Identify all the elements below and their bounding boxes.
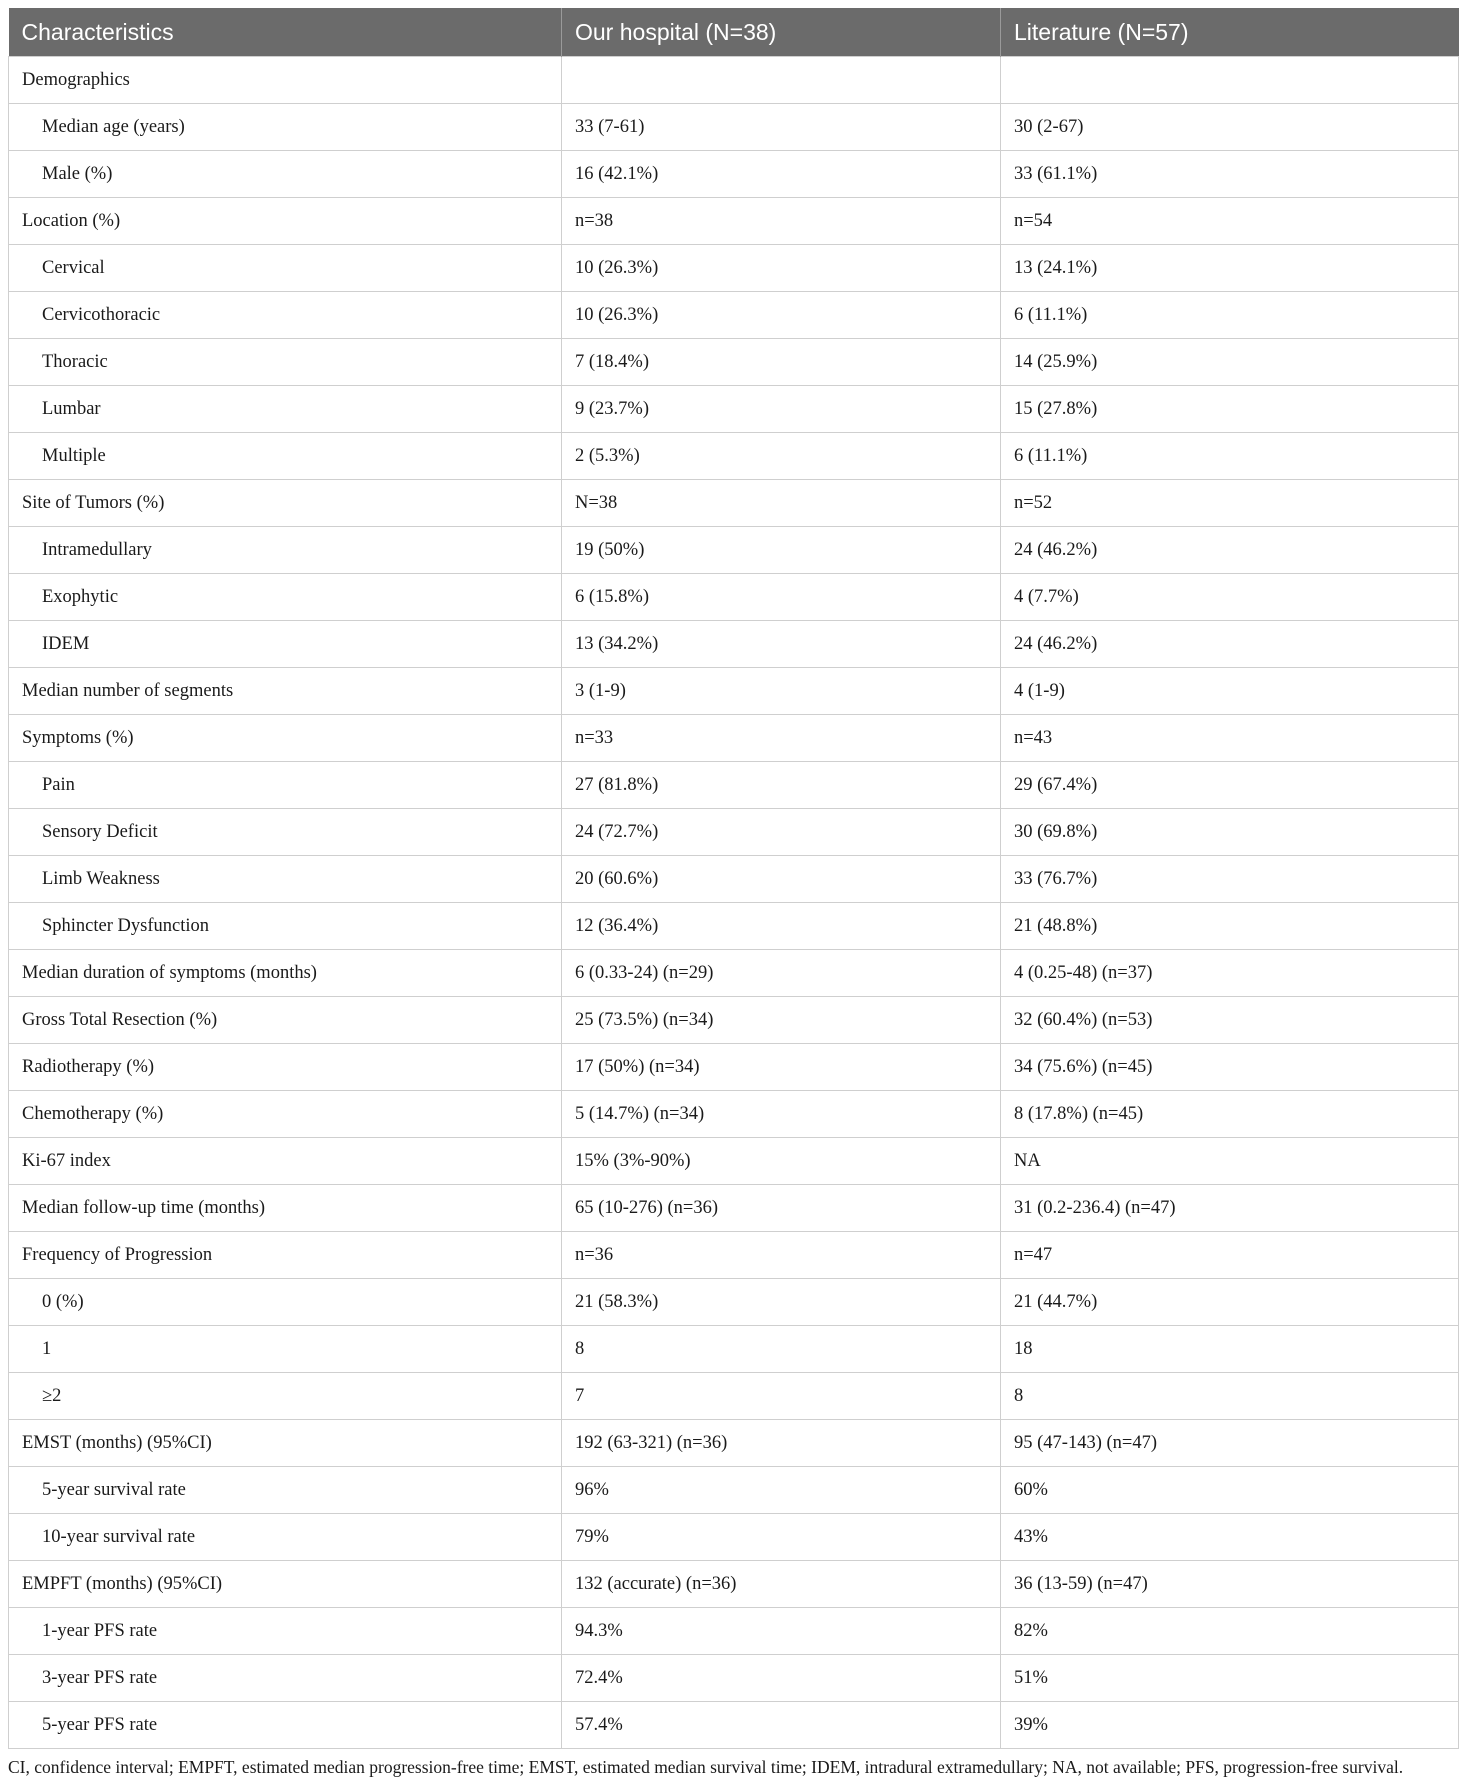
table-row (9, 292, 1459, 339)
row-label-cell: 1 (9, 1326, 562, 1373)
our-hospital-cell: n=38 (562, 198, 1001, 245)
our-hospital-cell: N=38 (562, 480, 1001, 527)
our-hospital-cell: n=33 (562, 715, 1001, 762)
our-hospital-cell: 72.4% (562, 1655, 1001, 1702)
table-row (9, 1561, 1459, 1608)
row-label-cell: Symptoms (%) (9, 715, 562, 762)
our-hospital-cell: 94.3% (562, 1608, 1001, 1655)
our-hospital-cell: 16 (42.1%) (562, 151, 1001, 198)
table-row (9, 950, 1459, 997)
row-label-cell: 5-year PFS rate (9, 1702, 562, 1749)
table-row (9, 1279, 1459, 1326)
our-hospital-cell: 20 (60.6%) (562, 856, 1001, 903)
literature-cell: 24 (46.2%) (1001, 621, 1459, 668)
table-row (9, 762, 1459, 809)
table-body (9, 57, 1459, 1749)
row-label-cell: Cervical (9, 245, 562, 292)
table-row (9, 715, 1459, 762)
our-hospital-cell: 6 (0.33-24) (n=29) (562, 950, 1001, 997)
table-row (9, 1467, 1459, 1514)
table-row (9, 1608, 1459, 1655)
literature-cell: 8 (17.8%) (n=45) (1001, 1091, 1459, 1138)
our-hospital-cell: 79% (562, 1514, 1001, 1561)
our-hospital-cell: 12 (36.4%) (562, 903, 1001, 950)
our-hospital-cell: 15% (3%-90%) (562, 1138, 1001, 1185)
row-label-cell: Exophytic (9, 574, 562, 621)
table-row (9, 1373, 1459, 1420)
table-row (9, 1702, 1459, 1749)
row-label-cell: 10-year survival rate (9, 1514, 562, 1561)
row-label-cell: Lumbar (9, 386, 562, 433)
literature-cell: 60% (1001, 1467, 1459, 1514)
row-label-cell: 0 (%) (9, 1279, 562, 1326)
our-hospital-cell: 3 (1-9) (562, 668, 1001, 715)
header-our-hospital: Our hospital (N=38) (562, 8, 1001, 57)
row-label-cell: ≥2 (9, 1373, 562, 1420)
our-hospital-cell: 192 (63-321) (n=36) (562, 1420, 1001, 1467)
our-hospital-cell: 5 (14.7%) (n=34) (562, 1091, 1001, 1138)
literature-cell: 31 (0.2-236.4) (n=47) (1001, 1185, 1459, 1232)
our-hospital-cell: 33 (7-61) (562, 104, 1001, 151)
row-label-cell: 1-year PFS rate (9, 1608, 562, 1655)
table-row (9, 339, 1459, 386)
row-label-cell: EMPFT (months) (95%CI) (9, 1561, 562, 1608)
table-row (9, 57, 1459, 104)
our-hospital-cell: 10 (26.3%) (562, 245, 1001, 292)
row-label-cell: IDEM (9, 621, 562, 668)
our-hospital-cell: 8 (562, 1326, 1001, 1373)
table-row (9, 856, 1459, 903)
literature-cell: 36 (13-59) (n=47) (1001, 1561, 1459, 1608)
row-label-cell: Intramedullary (9, 527, 562, 574)
table-row (9, 198, 1459, 245)
row-label-cell: Cervicothoracic (9, 292, 562, 339)
our-hospital-cell: 7 (18.4%) (562, 339, 1001, 386)
table-row (9, 386, 1459, 433)
table-row (9, 1044, 1459, 1091)
row-label-cell: Location (%) (9, 198, 562, 245)
characteristics-table (8, 8, 1459, 1749)
table-row (9, 997, 1459, 1044)
row-label-cell: Site of Tumors (%) (9, 480, 562, 527)
our-hospital-cell: 9 (23.7%) (562, 386, 1001, 433)
header-characteristics: Characteristics (9, 8, 562, 57)
row-label-cell: Chemotherapy (%) (9, 1091, 562, 1138)
our-hospital-cell (562, 57, 1001, 104)
table-row (9, 1420, 1459, 1467)
table-row (9, 1514, 1459, 1561)
literature-cell: 4 (0.25-48) (n=37) (1001, 950, 1459, 997)
table-row (9, 903, 1459, 950)
table-row (9, 1138, 1459, 1185)
our-hospital-cell: 27 (81.8%) (562, 762, 1001, 809)
row-label-cell: Radiotherapy (%) (9, 1044, 562, 1091)
table-row (9, 480, 1459, 527)
literature-cell: 43% (1001, 1514, 1459, 1561)
table-row (9, 668, 1459, 715)
row-label-cell: Gross Total Resection (%) (9, 997, 562, 1044)
our-hospital-cell: 96% (562, 1467, 1001, 1514)
row-label-cell: Male (%) (9, 151, 562, 198)
table-row (9, 1185, 1459, 1232)
row-label-cell: Sensory Deficit (9, 809, 562, 856)
table-row (9, 1326, 1459, 1373)
table-row (9, 1232, 1459, 1279)
literature-cell: 14 (25.9%) (1001, 339, 1459, 386)
table-footnote: CI, confidence interval; EMPFT, estimated median progression-free time; EMST, estimated median survival time; IDEM, intradural extramedullary; NA, not available; PFS, progression-free survival. (8, 1757, 1404, 1777)
literature-cell: 34 (75.6%) (n=45) (1001, 1044, 1459, 1091)
row-label-cell: Pain (9, 762, 562, 809)
header-row (9, 8, 1459, 57)
row-label-cell: Median duration of symptoms (months) (9, 950, 562, 997)
literature-cell: n=54 (1001, 198, 1459, 245)
literature-cell: n=43 (1001, 715, 1459, 762)
row-label-cell: Multiple (9, 433, 562, 480)
our-hospital-cell: 6 (15.8%) (562, 574, 1001, 621)
literature-cell: n=47 (1001, 1232, 1459, 1279)
header-literature: Literature (N=57) (1001, 8, 1459, 57)
our-hospital-cell: 24 (72.7%) (562, 809, 1001, 856)
literature-cell: 30 (69.8%) (1001, 809, 1459, 856)
our-hospital-cell: 2 (5.3%) (562, 433, 1001, 480)
literature-cell: n=52 (1001, 480, 1459, 527)
literature-cell: 39% (1001, 1702, 1459, 1749)
table-row (9, 104, 1459, 151)
our-hospital-cell: n=36 (562, 1232, 1001, 1279)
table-row (9, 809, 1459, 856)
table-row (9, 1655, 1459, 1702)
row-label-cell: Median follow-up time (months) (9, 1185, 562, 1232)
literature-cell: 24 (46.2%) (1001, 527, 1459, 574)
table-row (9, 151, 1459, 198)
literature-cell: 6 (11.1%) (1001, 433, 1459, 480)
row-label-cell: 3-year PFS rate (9, 1655, 562, 1702)
literature-cell: NA (1001, 1138, 1459, 1185)
our-hospital-cell: 13 (34.2%) (562, 621, 1001, 668)
row-label-cell: Thoracic (9, 339, 562, 386)
literature-cell: 82% (1001, 1608, 1459, 1655)
literature-cell: 13 (24.1%) (1001, 245, 1459, 292)
literature-cell: 8 (1001, 1373, 1459, 1420)
row-label-cell: Frequency of Progression (9, 1232, 562, 1279)
table-row (9, 574, 1459, 621)
literature-cell (1001, 57, 1459, 104)
table-container (8, 8, 1458, 1778)
literature-cell: 32 (60.4%) (n=53) (1001, 997, 1459, 1044)
our-hospital-cell: 7 (562, 1373, 1001, 1420)
our-hospital-cell: 57.4% (562, 1702, 1001, 1749)
literature-cell: 95 (47-143) (n=47) (1001, 1420, 1459, 1467)
row-label-cell: 5-year survival rate (9, 1467, 562, 1514)
table-row (9, 433, 1459, 480)
literature-cell: 51% (1001, 1655, 1459, 1702)
literature-cell: 33 (76.7%) (1001, 856, 1459, 903)
our-hospital-cell: 19 (50%) (562, 527, 1001, 574)
row-label-cell: Demographics (9, 57, 562, 104)
our-hospital-cell: 65 (10-276) (n=36) (562, 1185, 1001, 1232)
literature-cell: 4 (7.7%) (1001, 574, 1459, 621)
our-hospital-cell: 132 (accurate) (n=36) (562, 1561, 1001, 1608)
literature-cell: 15 (27.8%) (1001, 386, 1459, 433)
literature-cell: 33 (61.1%) (1001, 151, 1459, 198)
table-row (9, 527, 1459, 574)
our-hospital-cell: 25 (73.5%) (n=34) (562, 997, 1001, 1044)
our-hospital-cell: 21 (58.3%) (562, 1279, 1001, 1326)
literature-cell: 21 (48.8%) (1001, 903, 1459, 950)
table-row (9, 621, 1459, 668)
row-label-cell: Limb Weakness (9, 856, 562, 903)
our-hospital-cell: 17 (50%) (n=34) (562, 1044, 1001, 1091)
literature-cell: 29 (67.4%) (1001, 762, 1459, 809)
row-label-cell: Ki-67 index (9, 1138, 562, 1185)
our-hospital-cell: 10 (26.3%) (562, 292, 1001, 339)
row-label-cell: Sphincter Dysfunction (9, 903, 562, 950)
row-label-cell: Median number of segments (9, 668, 562, 715)
literature-cell: 30 (2-67) (1001, 104, 1459, 151)
literature-cell: 21 (44.7%) (1001, 1279, 1459, 1326)
literature-cell: 6 (11.1%) (1001, 292, 1459, 339)
row-label-cell: Median age (years) (9, 104, 562, 151)
table-row (9, 1091, 1459, 1138)
table-row (9, 245, 1459, 292)
literature-cell: 4 (1-9) (1001, 668, 1459, 715)
row-label-cell: EMST (months) (95%CI) (9, 1420, 562, 1467)
literature-cell: 18 (1001, 1326, 1459, 1373)
